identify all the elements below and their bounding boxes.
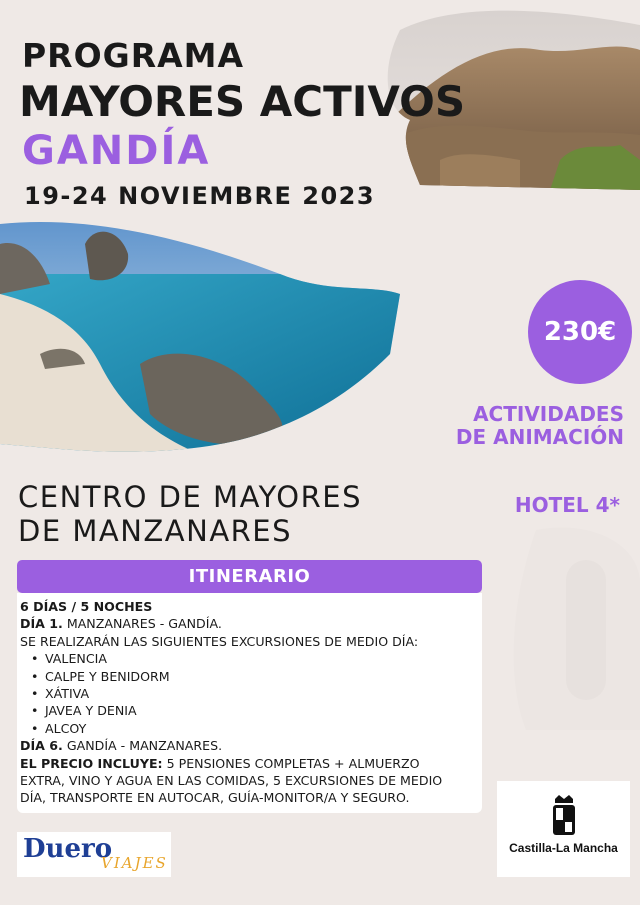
price-value: 230€	[543, 317, 617, 347]
organizer-line-1: CENTRO DE MAYORES	[18, 480, 362, 514]
beach-landscape-image	[0, 214, 400, 454]
logo-sub-text: VIAJES	[101, 854, 168, 872]
crest-icon	[549, 795, 579, 837]
logo-main-text: Duero	[23, 834, 113, 864]
list-item: • CALPE Y BENIDORM	[31, 668, 170, 684]
list-item: • ALCOY	[31, 720, 87, 736]
organizer-line-2: DE MANZANARES	[18, 514, 293, 548]
trip-dates: 19-24 NOVIEMBRE 2023	[24, 182, 376, 210]
activities-line-2: DE ANIMACIÓN	[455, 425, 624, 449]
activities-line-1: ACTIVIDADES	[473, 402, 624, 426]
program-label: PROGRAMA	[22, 36, 245, 75]
hotel-category: HOTEL 4*	[514, 493, 620, 517]
itinerary-excursions-intro: SE REALIZARÁN LAS SIGUIENTES EXCURSIONES DE MEDIO DÍA:	[20, 633, 419, 649]
itinerary-price-line-2: EXTRA, VINO Y AGUA EN LAS COMIDAS, 5 EXCURSIONES DE MEDIO	[20, 773, 443, 789]
castilla-la-mancha-logo	[497, 781, 630, 877]
itinerary-header	[17, 560, 482, 593]
list-item: • XÁTIVA	[31, 686, 90, 702]
itinerary-panel	[17, 593, 482, 813]
duero-viajes-logo	[17, 832, 171, 877]
itinerary-day-6: DÍA 6. GANDÍA - MANZANARES.	[20, 738, 223, 754]
itinerary-duration: 6 DÍAS / 5 NOCHES	[20, 599, 153, 614]
destination-title: GANDÍA	[22, 128, 211, 174]
faded-decoration-image	[506, 520, 640, 730]
list-item: • JAVEA Y DENIA	[31, 703, 137, 719]
region-name: Castilla-La Mancha	[509, 841, 618, 855]
itinerary-title: ITINERARIO	[188, 566, 311, 587]
program-title: MAYORES ACTIVOS	[19, 77, 466, 126]
itinerary-price-line-3: DÍA, TRANSPORTE EN AUTOCAR, GUÍA-MONITOR/A Y SEGURO.	[20, 790, 410, 806]
itinerary-day-1: DÍA 1. MANZANARES - GANDÍA.	[20, 616, 222, 632]
itinerary-price-includes: EL PRECIO INCLUYE: 5 PENSIONES COMPLETAS + ALMUERZO	[20, 755, 420, 771]
list-item: • VALENCIA	[31, 651, 107, 667]
price-badge	[528, 280, 632, 384]
